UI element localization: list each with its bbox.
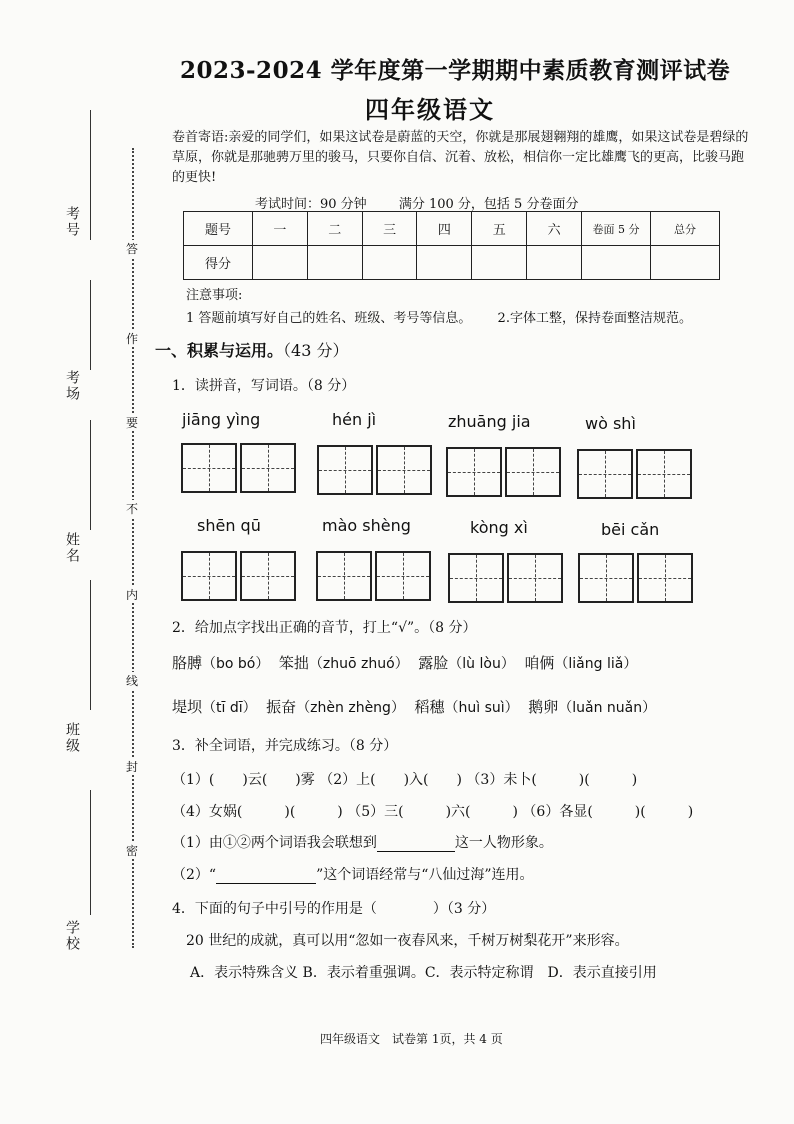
association-text: （1）由①②两个词语我会联想到	[172, 835, 377, 851]
writing-cell[interactable]	[375, 551, 431, 601]
pron-word: 堤坝	[172, 698, 203, 716]
answer-blank[interactable]	[377, 835, 455, 852]
pron-word: 笨拙	[278, 654, 309, 672]
notes-heading: 注意事项:	[186, 288, 243, 303]
pron-word: 咱俩	[524, 654, 555, 672]
school-label: 学校	[64, 920, 80, 952]
writing-cell[interactable]	[316, 551, 372, 601]
page-footer: 四年级语文 试卷第 1页，共 4 页	[320, 1032, 503, 1046]
writing-cell[interactable]	[240, 443, 296, 493]
exam-full-score: 满分 100 分，包括 5 分卷面分	[398, 197, 579, 212]
note-item: 2.字体工整，保持卷面整洁规范。	[497, 311, 692, 326]
question-4-title: 4．下面的句子中引号的作用是（ ）（3 分）	[172, 901, 496, 917]
writing-cell[interactable]	[181, 551, 237, 601]
writing-cell[interactable]	[240, 551, 296, 601]
score-header-cell: 三	[362, 212, 417, 246]
pinyin-label: mào shèng	[322, 516, 411, 535]
seal-char: 要	[125, 416, 138, 430]
exam-info	[255, 193, 606, 212]
question-4-options[interactable]: A．表示特殊含义 B．表示着重强调。C．表示特定称谓 D．表示直接引用	[190, 965, 657, 981]
phrase-text-end: ”这个词语经常与“八仙过海”连用。	[316, 867, 534, 883]
writing-grid[interactable]	[181, 443, 296, 493]
score-table-score-row	[184, 246, 720, 280]
question-4-sentence: 20 世纪的成就，真可以用“忽如一夜春风来，千树万树梨花开”来形容。	[186, 933, 629, 949]
class-label: 班级	[64, 722, 80, 754]
score-cell[interactable]	[651, 246, 720, 280]
writing-cell[interactable]	[577, 449, 633, 499]
score-cell[interactable]	[527, 246, 582, 280]
pron-word: 鹅卵	[528, 698, 559, 716]
writing-cell[interactable]	[578, 553, 634, 603]
exam-subtitle: 四年级语文	[365, 95, 495, 124]
score-cell[interactable]	[362, 246, 417, 280]
binding-line	[90, 420, 91, 530]
fill-blank-line[interactable]: （1）( )云( )雾 （2）上( )入( ) （3）未卜( )( )	[172, 772, 638, 788]
pron-word: 胳膊	[172, 654, 203, 672]
writing-grid[interactable]	[577, 449, 692, 499]
writing-cell[interactable]	[507, 553, 563, 603]
note-item: 1 答题前填写好自己的姓名、班级、考号等信息。	[186, 311, 472, 326]
writing-grid[interactable]	[448, 553, 563, 603]
pron-options[interactable]: （huì suì）	[444, 700, 519, 716]
writing-grid[interactable]	[317, 445, 432, 495]
pinyin-label: kòng xì	[470, 518, 528, 537]
writing-cell[interactable]	[637, 553, 693, 603]
pron-word: 稻穗	[414, 698, 445, 716]
seal-dotted-line	[132, 148, 134, 948]
score-cell[interactable]	[253, 246, 308, 280]
writing-grid[interactable]	[316, 551, 431, 601]
writing-grid[interactable]	[446, 447, 561, 497]
section-title: 一、积累与运用。	[155, 341, 284, 360]
phrase-question	[172, 864, 534, 884]
score-cell[interactable]	[417, 246, 472, 280]
score-header-cell: 二	[307, 212, 362, 246]
score-header-cell: 六	[527, 212, 582, 246]
seal-char: 密	[125, 844, 138, 858]
pronunciation-row	[172, 652, 637, 673]
score-header-cell: 总分	[651, 212, 720, 246]
answer-blank[interactable]	[216, 867, 316, 884]
exam-room-label: 考场	[64, 370, 80, 402]
score-header-cell: 五	[472, 212, 527, 246]
question-3-title: 3．补全词语，并完成练习。（8 分）	[172, 738, 398, 754]
seal-char: 作	[125, 332, 138, 346]
intro-message: 卷首寄语:亲爱的同学们，如果这试卷是蔚蓝的天空，你就是那展翅翱翔的雄鹰，如果这试卷是碧绿的草原，你就是那驰骋万里的骏马，只要你自信、沉着、放松，相信你一定比雄鹰飞的更高，比骏马跑的更快!	[172, 130, 749, 185]
binding-line	[90, 280, 91, 370]
pron-options[interactable]: （bo bó）	[202, 656, 270, 672]
writing-cell[interactable]	[505, 447, 561, 497]
pinyin-label: wò shì	[585, 414, 636, 433]
writing-cell[interactable]	[317, 445, 373, 495]
section-heading	[155, 338, 348, 361]
pron-options[interactable]: （zhèn zhèng）	[296, 700, 405, 716]
phrase-text: （2）“	[172, 867, 217, 883]
score-header-cell: 卷面 5 分	[582, 212, 651, 246]
pinyin-label: zhuāng jia	[448, 412, 531, 431]
score-cell[interactable]	[307, 246, 362, 280]
pinyin-label: jiāng yìng	[182, 410, 261, 429]
score-row-label: 得分	[184, 246, 253, 280]
name-label: 姓名	[64, 532, 80, 564]
seal-char: 答	[125, 242, 138, 256]
score-table	[183, 211, 720, 280]
writing-cell[interactable]	[181, 443, 237, 493]
notes-list	[186, 307, 692, 326]
section-points: （43 分）	[283, 341, 349, 360]
binding-line	[90, 580, 91, 710]
seal-char: 封	[125, 760, 138, 774]
writing-cell[interactable]	[636, 449, 692, 499]
writing-cell[interactable]	[448, 553, 504, 603]
pron-word: 露脸	[418, 654, 449, 672]
score-header-cell: 题号	[184, 212, 253, 246]
binding-line	[90, 110, 91, 240]
writing-cell[interactable]	[446, 447, 502, 497]
pron-word: 振奋	[266, 698, 297, 716]
association-question	[172, 832, 553, 852]
writing-grid[interactable]	[181, 551, 296, 601]
pinyin-label: shēn qū	[197, 516, 261, 535]
writing-grid[interactable]	[578, 553, 693, 603]
score-header-cell: 一	[253, 212, 308, 246]
score-table-header-row	[184, 212, 720, 246]
pron-options[interactable]: （luǎn nuǎn）	[558, 700, 657, 716]
exam-number-label: 考号	[64, 206, 80, 238]
fill-blank-line[interactable]: （4）女娲( )( ) （5）三( )六( ) （6）各显( )( )	[172, 804, 694, 820]
seal-char: 线	[125, 674, 138, 688]
seal-char: 内	[125, 588, 138, 602]
association-text-end: 这一人物形象。	[454, 835, 553, 851]
writing-cell[interactable]	[376, 445, 432, 495]
exam-time: 考试时间：90 分钟	[255, 197, 367, 212]
score-cell[interactable]	[582, 246, 651, 280]
score-header-cell: 四	[417, 212, 472, 246]
pron-options[interactable]: （zhuō zhuó）	[308, 656, 409, 672]
pinyin-label: hén jì	[332, 410, 377, 429]
binding-line	[90, 790, 91, 915]
pinyin-label: bēi cǎn	[601, 520, 660, 539]
pronunciation-row	[172, 696, 656, 717]
seal-char: 不	[125, 502, 138, 516]
question-1-title: 1．读拼音，写词语。（8 分）	[172, 378, 356, 394]
pron-options[interactable]: （tī dī）	[202, 700, 257, 716]
pron-options[interactable]: （lù lòu）	[448, 656, 515, 672]
exam-title: 2023-2024 学年度第一学期期中素质教育测评试卷	[180, 57, 731, 84]
question-2-title: 2．给加点字找出正确的音节，打上“√”。（8 分）	[172, 620, 477, 636]
score-cell[interactable]	[472, 246, 527, 280]
pron-options[interactable]: （liǎng liǎ）	[554, 656, 638, 672]
